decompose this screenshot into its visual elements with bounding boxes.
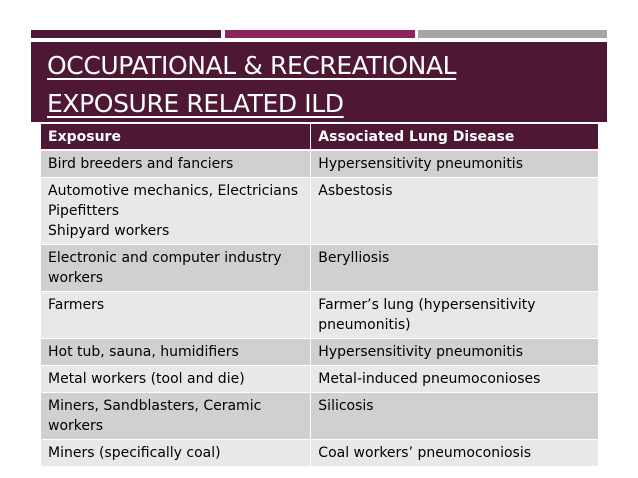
slide-title-line: EXPOSURE RELATED ILD bbox=[47, 89, 344, 118]
disease-text: Berylliosis bbox=[318, 250, 390, 266]
exposure-text: Farmers bbox=[48, 297, 105, 313]
exposure-text: Pipefitters bbox=[48, 203, 119, 219]
header-associated-lung-disease: Associated Lung Disease bbox=[311, 124, 599, 150]
disease-cell bbox=[311, 292, 599, 339]
table-body bbox=[41, 150, 599, 467]
exposure-cell bbox=[41, 440, 311, 467]
slide-title bbox=[47, 47, 456, 123]
table-row bbox=[41, 292, 599, 339]
exposure-cell bbox=[41, 393, 311, 440]
exposure-cell bbox=[41, 178, 311, 245]
exposure-text: Automotive mechanics, Electricians bbox=[48, 183, 299, 199]
table-header-row bbox=[41, 124, 599, 150]
exposure-cell bbox=[41, 292, 311, 339]
title-panel bbox=[31, 42, 607, 122]
table-row bbox=[41, 245, 599, 292]
disease-cell bbox=[311, 366, 599, 393]
disease-text: Hypersensitivity pneumonitis bbox=[318, 156, 523, 172]
disease-text: Asbestosis bbox=[318, 183, 393, 199]
disease-cell bbox=[311, 150, 599, 178]
exposure-text: Electronic and computer industry workers bbox=[48, 250, 282, 286]
disease-text: Farmer’s lung (hypersensitivity pneumonitis) bbox=[318, 297, 536, 333]
table-row bbox=[41, 366, 599, 393]
table-row bbox=[41, 393, 599, 440]
exposure-text: Hot tub, sauna, humidifiers bbox=[48, 344, 239, 360]
header-exposure: Exposure bbox=[41, 124, 311, 150]
table-row bbox=[41, 178, 599, 245]
exposure-cell bbox=[41, 150, 311, 178]
exposure-text: Bird breeders and fanciers bbox=[48, 156, 234, 172]
accent-bar-gray bbox=[418, 30, 607, 38]
disease-text: Metal-induced pneumoconioses bbox=[318, 371, 541, 387]
table-row bbox=[41, 339, 599, 366]
accent-bar-plum bbox=[31, 30, 221, 38]
accent-bar-magenta bbox=[225, 30, 415, 38]
exposure-text: Miners, Sandblasters, Ceramic workers bbox=[48, 398, 262, 434]
table-row bbox=[41, 440, 599, 467]
exposure-text: Shipyard workers bbox=[48, 223, 170, 239]
disease-text: Hypersensitivity pneumonitis bbox=[318, 344, 523, 360]
disease-text: Coal workers’ pneumoconiosis bbox=[318, 445, 532, 461]
exposure-cell bbox=[41, 366, 311, 393]
exposure-cell bbox=[41, 245, 311, 292]
exposure-cell bbox=[41, 339, 311, 366]
disease-cell bbox=[311, 245, 599, 292]
disease-cell bbox=[311, 339, 599, 366]
disease-cell bbox=[311, 393, 599, 440]
table-row bbox=[41, 150, 599, 178]
disease-cell bbox=[311, 440, 599, 467]
disease-text: Silicosis bbox=[318, 398, 374, 414]
exposure-disease-table bbox=[40, 124, 599, 467]
disease-cell bbox=[311, 178, 599, 245]
slide-title-line: OCCUPATIONAL & RECREATIONAL bbox=[47, 51, 457, 80]
exposure-text: Miners (specifically coal) bbox=[48, 445, 221, 461]
exposure-text: Metal workers (tool and die) bbox=[48, 371, 245, 387]
